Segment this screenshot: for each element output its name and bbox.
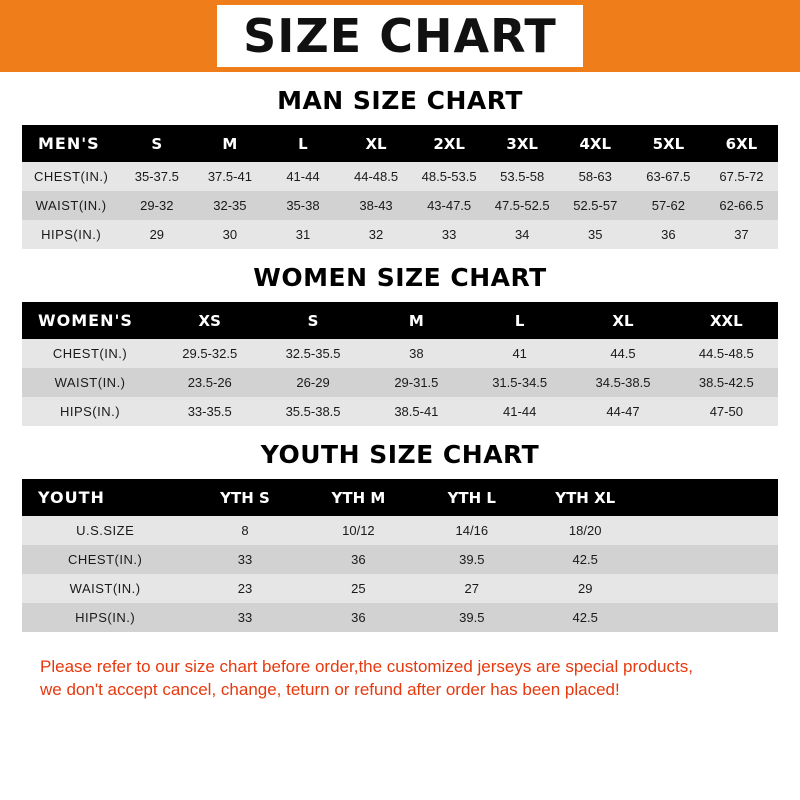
row-label: U.S.SIZE [22, 516, 188, 545]
women-table-header [22, 302, 778, 339]
row-label: CHEST(IN.) [22, 545, 188, 574]
youth-table-header [22, 479, 778, 516]
cell: 37.5-41 [193, 162, 266, 191]
row-label: HIPS(IN.) [22, 397, 158, 426]
row-label: HIPS(IN.) [22, 603, 188, 632]
cell: 43-47.5 [413, 191, 486, 220]
cell: 34 [486, 220, 559, 249]
youth-col-0: YTH S [188, 479, 301, 516]
row-label: CHEST(IN.) [22, 162, 120, 191]
cell: 63-67.5 [632, 162, 705, 191]
youth-size-table [22, 479, 778, 632]
women-header-label: WOMEN'S [22, 302, 158, 339]
cell: 33-35.5 [158, 397, 261, 426]
cell: 25 [302, 574, 415, 603]
youth-col-4 [642, 479, 778, 516]
cell: 47.5-52.5 [486, 191, 559, 220]
man-col-5: 3XL [486, 125, 559, 162]
cell: 35-37.5 [120, 162, 193, 191]
cell: 39.5 [415, 545, 528, 574]
women-col-1: S [261, 302, 364, 339]
man-col-4: 2XL [413, 125, 486, 162]
cell: 14/16 [415, 516, 528, 545]
man-table-body [22, 162, 778, 249]
cell: 44-48.5 [340, 162, 413, 191]
cell: 35-38 [266, 191, 339, 220]
man-col-1: M [193, 125, 266, 162]
cell: 23 [188, 574, 301, 603]
footer-line-2: we don't accept cancel, change, teturn or refund after order has been placed! [40, 679, 620, 699]
women-col-3: L [468, 302, 571, 339]
table-row [22, 191, 778, 220]
table-row [22, 339, 778, 368]
women-col-2: M [365, 302, 468, 339]
cell: 38 [365, 339, 468, 368]
table-row [22, 368, 778, 397]
cell: 38.5-42.5 [675, 368, 778, 397]
row-label: WAIST(IN.) [22, 574, 188, 603]
man-col-6: 4XL [559, 125, 632, 162]
cell: 8 [188, 516, 301, 545]
cell: 30 [193, 220, 266, 249]
women-col-5: XXL [675, 302, 778, 339]
table-row [22, 603, 778, 632]
cell: 67.5-72 [705, 162, 778, 191]
man-col-3: XL [340, 125, 413, 162]
cell: 39.5 [415, 603, 528, 632]
cell: 35.5-38.5 [261, 397, 364, 426]
cell: 31.5-34.5 [468, 368, 571, 397]
cell: 58-63 [559, 162, 632, 191]
cell: 44.5 [571, 339, 674, 368]
cell: 26-29 [261, 368, 364, 397]
cell: 33 [188, 545, 301, 574]
man-size-table [22, 125, 778, 249]
table-header-row [22, 479, 778, 516]
cell: 29.5-32.5 [158, 339, 261, 368]
cell: 44.5-48.5 [675, 339, 778, 368]
table-row [22, 397, 778, 426]
cell: 23.5-26 [158, 368, 261, 397]
women-col-4: XL [571, 302, 674, 339]
cell: 41 [468, 339, 571, 368]
header-band [0, 0, 800, 72]
table-row [22, 516, 778, 545]
man-col-0: S [120, 125, 193, 162]
youth-col-3: YTH XL [528, 479, 641, 516]
row-label: HIPS(IN.) [22, 220, 120, 249]
cell: 27 [415, 574, 528, 603]
cell [642, 603, 778, 632]
cell: 47-50 [675, 397, 778, 426]
man-header-label: MEN'S [22, 125, 120, 162]
cell: 32 [340, 220, 413, 249]
cell: 29-31.5 [365, 368, 468, 397]
cell: 36 [632, 220, 705, 249]
section-title-women: WOMEN SIZE CHART [253, 263, 547, 292]
man-col-7: 5XL [632, 125, 705, 162]
cell: 10/12 [302, 516, 415, 545]
cell: 34.5-38.5 [571, 368, 674, 397]
cell: 36 [302, 603, 415, 632]
cell: 35 [559, 220, 632, 249]
cell: 53.5-58 [486, 162, 559, 191]
content-area [0, 86, 800, 702]
cell [642, 516, 778, 545]
cell: 36 [302, 545, 415, 574]
cell: 33 [413, 220, 486, 249]
cell: 38-43 [340, 191, 413, 220]
cell: 29 [528, 574, 641, 603]
cell: 62-66.5 [705, 191, 778, 220]
women-table-body [22, 339, 778, 426]
women-col-0: XS [158, 302, 261, 339]
cell: 41-44 [468, 397, 571, 426]
table-row [22, 545, 778, 574]
footer-line-1: Please refer to our size chart before order,the customized jerseys are special products, [40, 657, 693, 676]
cell: 37 [705, 220, 778, 249]
cell: 32.5-35.5 [261, 339, 364, 368]
row-label: CHEST(IN.) [22, 339, 158, 368]
cell: 29 [120, 220, 193, 249]
cell: 41-44 [266, 162, 339, 191]
table-header-row [22, 302, 778, 339]
cell [642, 574, 778, 603]
youth-col-2: YTH L [415, 479, 528, 516]
cell [642, 545, 778, 574]
table-row [22, 220, 778, 249]
man-table-header [22, 125, 778, 162]
section-title-youth: YOUTH SIZE CHART [260, 440, 540, 469]
cell: 32-35 [193, 191, 266, 220]
row-label: WAIST(IN.) [22, 368, 158, 397]
row-label: WAIST(IN.) [22, 191, 120, 220]
youth-table-body [22, 516, 778, 632]
footer-note [22, 646, 778, 702]
women-size-table [22, 302, 778, 426]
man-col-2: L [266, 125, 339, 162]
youth-col-1: YTH M [302, 479, 415, 516]
cell: 38.5-41 [365, 397, 468, 426]
table-row [22, 162, 778, 191]
cell: 33 [188, 603, 301, 632]
cell: 29-32 [120, 191, 193, 220]
cell: 42.5 [528, 603, 641, 632]
cell: 18/20 [528, 516, 641, 545]
cell: 31 [266, 220, 339, 249]
man-col-8: 6XL [705, 125, 778, 162]
table-row [22, 574, 778, 603]
cell: 48.5-53.5 [413, 162, 486, 191]
cell: 44-47 [571, 397, 674, 426]
youth-header-label: YOUTH [22, 479, 188, 516]
cell: 57-62 [632, 191, 705, 220]
cell: 42.5 [528, 545, 641, 574]
table-header-row [22, 125, 778, 162]
section-title-man: MAN SIZE CHART [277, 86, 523, 115]
cell: 52.5-57 [559, 191, 632, 220]
page-title: SIZE CHART [217, 5, 583, 67]
